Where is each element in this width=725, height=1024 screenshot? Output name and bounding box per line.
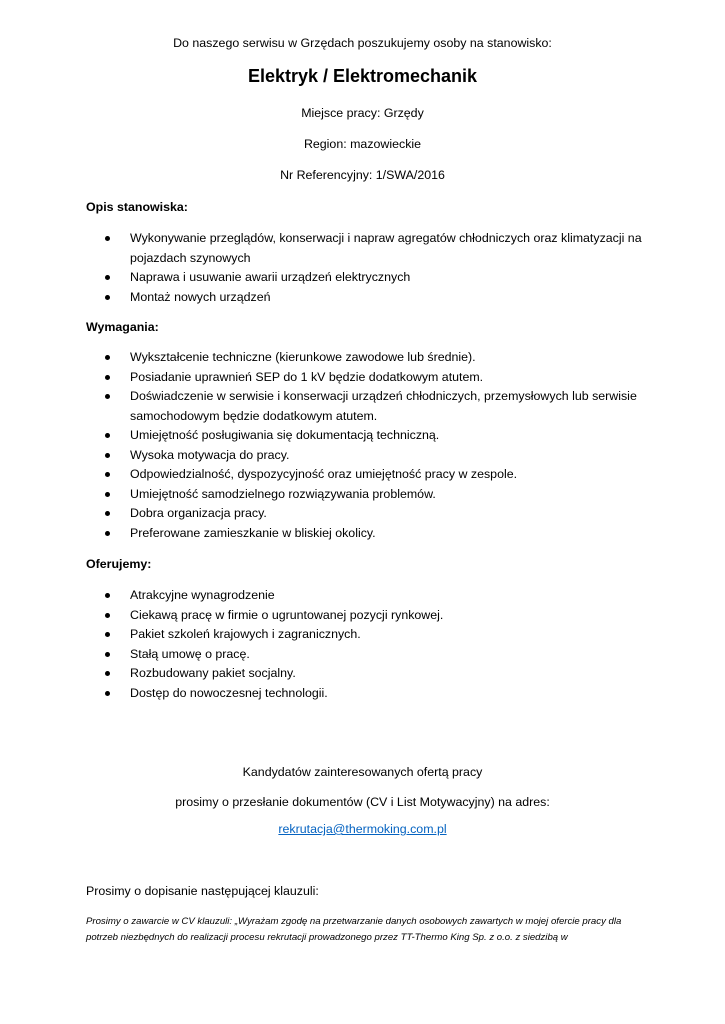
list-item [86, 606, 646, 626]
list-item [86, 645, 646, 665]
reference-number: Nr Referencyjny: 1/SWA/2016 [280, 168, 445, 182]
clause-intro: Prosimy o dopisanie następującej klauzuli: [86, 884, 319, 898]
bullet-icon [105, 593, 110, 598]
email-link[interactable]: rekrutacja@thermoking.com.pl [278, 822, 447, 836]
list-item-text: Ciekawą pracę w firmie o ugruntowanej pozycji rynkowej. [130, 607, 444, 622]
list-item-text: Atrakcyjne wynagrodzenie [130, 588, 275, 602]
list-item-text: Posiadanie uprawnień SEP do 1 kV będzie dodatkowym atutem. [130, 369, 484, 384]
list-item [86, 504, 646, 524]
bullet-icon [105, 355, 110, 360]
contact-line-1: Kandydatów zainteresowanych ofertą pracy [242, 765, 483, 779]
bullet-icon [105, 671, 110, 676]
list-item [86, 524, 646, 544]
list-item [86, 368, 646, 388]
requirements-list [86, 348, 646, 543]
list-item [86, 465, 646, 485]
bullet-icon [105, 652, 110, 657]
list-item [86, 288, 646, 308]
list-item [86, 348, 646, 368]
list-item-text: Dobra organizacja pracy. [130, 506, 267, 520]
list-item-text: Naprawa i usuwanie awarii urządzeń elektrycznych [130, 270, 411, 284]
work-location: Miejsce pracy: Grzędy [301, 106, 424, 120]
list-item [86, 387, 646, 426]
requirements-heading: Wymagania: [86, 320, 159, 334]
list-item-text: Doświadczenie w serwisie i konserwacji urządzeń chłodniczych, przemysłowych lub serwisie samochodowym będzie dodatkowym atutem. [130, 389, 637, 423]
bullet-icon [105, 295, 110, 300]
list-item [86, 485, 646, 505]
list-item-text: Stałą umowę o pracę. [130, 646, 250, 661]
list-item-text: Wykonywanie przeglądów, konserwacji i napraw agregatów chłodniczych oraz klimatyzacji na pojazdach szynowych [130, 231, 642, 265]
list-item [86, 426, 646, 446]
list-item [86, 229, 646, 268]
list-item-text: Odpowiedzialność, dyspozycyjność oraz umiejętność pracy w zespole. [130, 467, 518, 481]
offer-heading: Oferujemy: [86, 557, 152, 571]
list-item-text: Umiejętność posługiwania się dokumentacją techniczną. [130, 428, 440, 442]
bullet-icon [105, 492, 110, 497]
list-item-text: Rozbudowany pakiet socjalny. [130, 666, 296, 680]
bullet-icon [105, 394, 110, 399]
bullet-icon [105, 472, 110, 477]
list-item [86, 268, 646, 288]
job-title: Elektryk / Elektromechanik [247, 66, 478, 86]
email-row [0, 822, 725, 836]
contact-line-2: prosimy o przesłanie dokumentów (CV i List Motywacyjny) na adres: [175, 795, 550, 809]
list-item-text: Preferowane zamieszkanie w bliskiej okolicy. [130, 525, 376, 540]
bullet-icon [105, 691, 110, 696]
bullet-icon [105, 275, 110, 280]
bullet-icon [105, 511, 110, 516]
bullet-icon [105, 453, 110, 458]
list-item-text: Wysoka motywacja do pracy. [130, 447, 290, 462]
list-item-text: Pakiet szkoleń krajowych i zagranicznych. [130, 627, 361, 641]
list-item [86, 446, 646, 466]
list-item-text: Umiejętność samodzielnego rozwiązywania problemów. [130, 486, 436, 501]
list-item [86, 586, 646, 606]
list-item-text: Dostęp do nowoczesnej technologii. [130, 685, 328, 700]
bullet-icon [105, 613, 110, 618]
list-item-text: Montaż nowych urządzeń [130, 289, 271, 304]
region: Region: mazowieckie [303, 137, 422, 151]
offer-list [86, 586, 646, 703]
bullet-icon [105, 375, 110, 380]
bullet-icon [105, 632, 110, 637]
list-item [86, 664, 646, 684]
bullet-icon [105, 531, 110, 536]
list-item-text: Wykształcenie techniczne (kierunkowe zawodowe lub średnie). [130, 350, 476, 364]
description-list [86, 229, 646, 307]
intro-text: Do naszego serwisu w Grzędach poszukujemy osoby na stanowisko: [173, 36, 552, 50]
bullet-icon [105, 433, 110, 438]
clause-text: Prosimy o zawarcie w CV klauzuli: „Wyrażam zgodę na przetwarzanie danych osobowych zawartych w mojej ofercie pracy dla potrzeb niezbędnych do realizacji procesu rekrutacji prowadzonego przez TT-Thermo King Sp. z o.o. z siedzibą w [86, 916, 622, 943]
bullet-icon [105, 236, 110, 241]
description-heading: Opis stanowiska: [86, 200, 188, 214]
list-item [86, 625, 646, 645]
list-item [86, 684, 646, 704]
